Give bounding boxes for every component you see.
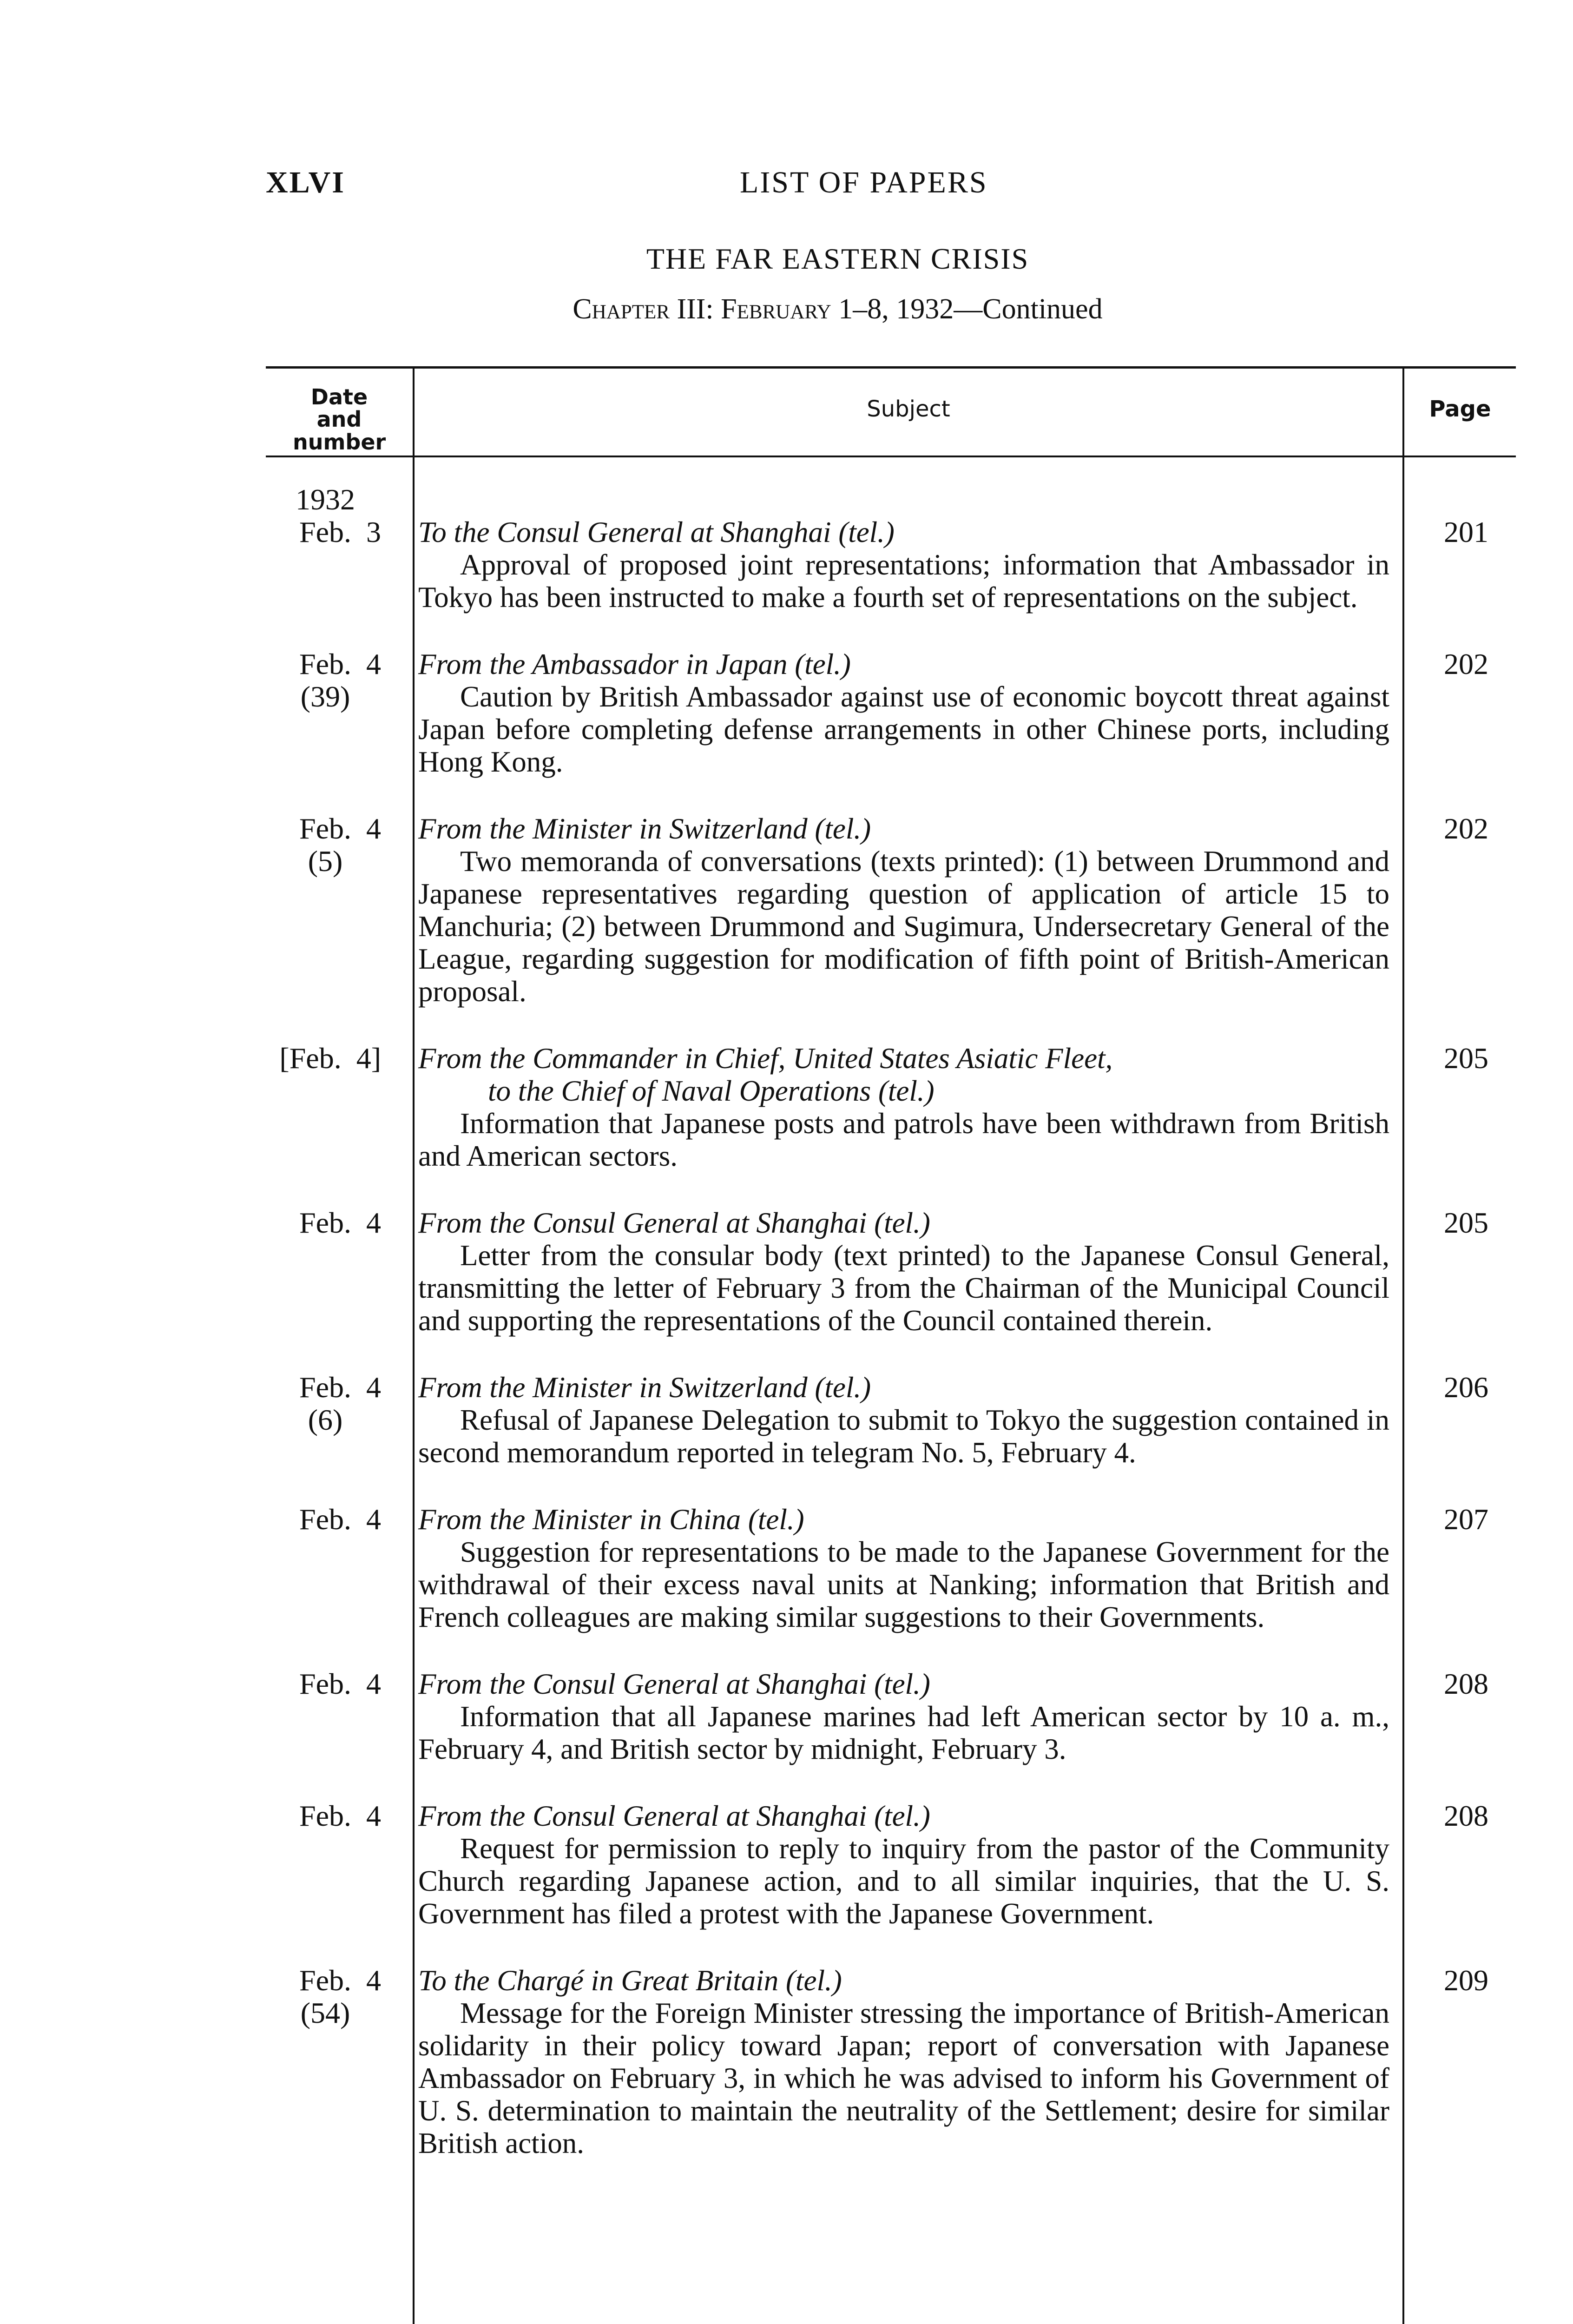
entry-date: Feb. 4 <box>299 1206 381 1239</box>
entry-date: Feb. 4 <box>299 1503 381 1536</box>
entry-subject-cell <box>418 1207 1389 1337</box>
list-item <box>251 1371 1520 1469</box>
column-header-subject: Subject <box>867 396 950 422</box>
entry-subject-cell <box>418 1042 1389 1172</box>
table-header-rule <box>266 456 1516 457</box>
chapter-prefix: Chapter III: February 1–8, 1932 <box>573 293 954 325</box>
entry-subject-cell <box>418 1800 1389 1930</box>
entry-number: (39) <box>300 680 350 713</box>
entry-page-number: 202 <box>1444 812 1488 845</box>
entry-page-number: 205 <box>1444 1042 1488 1075</box>
list-item <box>251 1503 1520 1633</box>
entry-description: Information that all Japanese marines had left American sector by 10 a. m., February 4, and British sector by midnight, February 3. <box>418 1700 1389 1765</box>
entry-source: From the Commander in Chief, United States Asiatic Fleet, <box>418 1042 1113 1075</box>
running-title: LIST OF PAPERS <box>740 165 988 199</box>
entry-description: Suggestion for representations to be made to the Japanese Government for the withdrawal of their excess naval units at Nanking; information that British and French colleagues are making similar suggestions to their Governments. <box>418 1536 1389 1633</box>
list-item <box>251 812 1520 1008</box>
entry-subject-cell <box>418 1371 1389 1469</box>
entry-source: To the Chargé in Great Britain (tel.) <box>418 1964 842 1997</box>
list-item <box>251 1964 1520 2159</box>
chapter-line <box>0 293 1573 326</box>
entry-date-cell <box>251 1371 390 1436</box>
entry-source: From the Minister in Switzerland (tel.) <box>418 812 871 845</box>
entry-description: Information that Japanese posts and patrols have been withdrawn from British and American sectors. <box>418 1107 1389 1172</box>
entry-page-number: 206 <box>1444 1371 1488 1404</box>
list-item <box>251 1042 1520 1172</box>
entry-subject-cell <box>418 812 1389 1008</box>
list-item <box>251 1800 1520 1930</box>
entry-date-cell <box>251 1800 390 1832</box>
entry-source-continued: to the Chief of Naval Operations (tel.) <box>488 1075 935 1107</box>
entry-year: 1932 <box>296 483 355 516</box>
entry-date: Feb. 3 <box>299 515 381 548</box>
entry-page-number: 207 <box>1444 1503 1488 1536</box>
entry-date: Feb. 4 <box>299 1964 381 1997</box>
list-item <box>251 483 1520 614</box>
entry-page-number: 202 <box>1444 647 1488 680</box>
entry-page-number: 201 <box>1444 515 1488 548</box>
entry-source: From the Minister in China (tel.) <box>418 1503 804 1536</box>
entries-list <box>251 483 1520 2194</box>
entry-description: Letter from the consular body (text printed) to the Japanese Consul General, transmitting the letter of February 3 from the Chairman of the Municipal Council and supporting the representations of the Council contained therein. <box>418 1239 1389 1337</box>
entry-subject-cell <box>418 516 1389 614</box>
entry-subject-cell <box>418 1668 1389 1765</box>
entry-date: Feb. 4 <box>299 647 381 680</box>
entry-date-cell <box>251 1503 390 1536</box>
entry-source: To the Consul General at Shanghai (tel.) <box>418 516 895 548</box>
entry-description: Caution by British Ambassador against use of economic boycott threat against Japan before completing defense arrangements in other Chinese ports, including Hong Kong. <box>418 680 1389 778</box>
entry-subject-cell <box>418 1964 1389 2159</box>
entry-date: Feb. 4 <box>299 1371 381 1404</box>
entry-source: From the Ambassador in Japan (tel.) <box>418 648 851 680</box>
entry-date-cell <box>251 1207 390 1239</box>
page-folio: XLVI <box>266 165 345 199</box>
entry-description: Approval of proposed joint representations; information that Ambassador in Tokyo has been instructed to make a fourth set of representations on the subject. <box>418 548 1389 614</box>
entry-page-number: 205 <box>1444 1206 1488 1239</box>
entry-source: From the Minister in Switzerland (tel.) <box>418 1371 871 1404</box>
entry-number: (6) <box>308 1403 343 1436</box>
entry-number: (5) <box>308 845 343 878</box>
entry-date: [Feb. 4] <box>279 1042 381 1075</box>
entry-date-cell <box>251 483 390 548</box>
entry-date: Feb. 4 <box>299 812 381 845</box>
list-item <box>251 648 1520 778</box>
entry-source: From the Consul General at Shanghai (tel.) <box>418 1207 930 1239</box>
entry-page-number: 208 <box>1444 1799 1488 1832</box>
entry-subject-cell <box>418 648 1389 778</box>
entry-date-cell <box>251 648 390 713</box>
chapter-suffix: —Continued <box>954 293 1103 325</box>
entry-subject-cell <box>418 1503 1389 1633</box>
entry-date-cell <box>251 1042 390 1075</box>
entry-source: From the Consul General at Shanghai (tel.) <box>418 1668 930 1700</box>
entry-date: Feb. 4 <box>299 1799 381 1832</box>
section-title: THE FAR EASTERN CRISIS <box>646 242 1029 275</box>
running-head <box>266 165 1516 207</box>
entry-page-number: 208 <box>1444 1667 1488 1700</box>
entry-number: (54) <box>300 1996 350 2029</box>
entry-description: Message for the Foreign Minister stressing the importance of British-American solidarity in their policy toward Japan; report of conversation with Japanese Ambassador on February 3, in which he was advised to inform his Government of U. S. determination to maintain the neutrality of the Settlement; desire for similar British action. <box>418 1997 1389 2159</box>
column-header-page: Page <box>1429 396 1491 422</box>
entry-date-cell <box>251 1964 390 2029</box>
entry-description: Two memoranda of conversations (texts printed): (1) between Drummond and Japanese representatives regarding question of application of article 15 to Manchuria; (2) between Drummond and Sugimura, Undersecretary General of the League, regarding suggestion for modification of fifth point of British-American proposal. <box>418 845 1389 1008</box>
table-top-rule <box>266 366 1516 369</box>
entry-description: Refusal of Japanese Delegation to submit to Tokyo the suggestion contained in second memorandum reported in telegram No. 5, February 4. <box>418 1404 1389 1469</box>
list-item <box>251 1668 1520 1765</box>
entry-date-cell <box>251 1668 390 1700</box>
entry-page-number: 209 <box>1444 1964 1488 1997</box>
entry-date: Feb. 4 <box>299 1667 381 1700</box>
list-item <box>251 1207 1520 1337</box>
entry-description: Request for permission to reply to inquiry from the pastor of the Community Church regarding Japanese action, and to all similar inquiries, that the U. S. Government has filed a protest with the Japanese Government. <box>418 1832 1389 1930</box>
column-header-date: Date and number <box>293 384 386 455</box>
entry-date-cell <box>251 812 390 878</box>
entry-source: From the Consul General at Shanghai (tel.) <box>418 1800 930 1832</box>
